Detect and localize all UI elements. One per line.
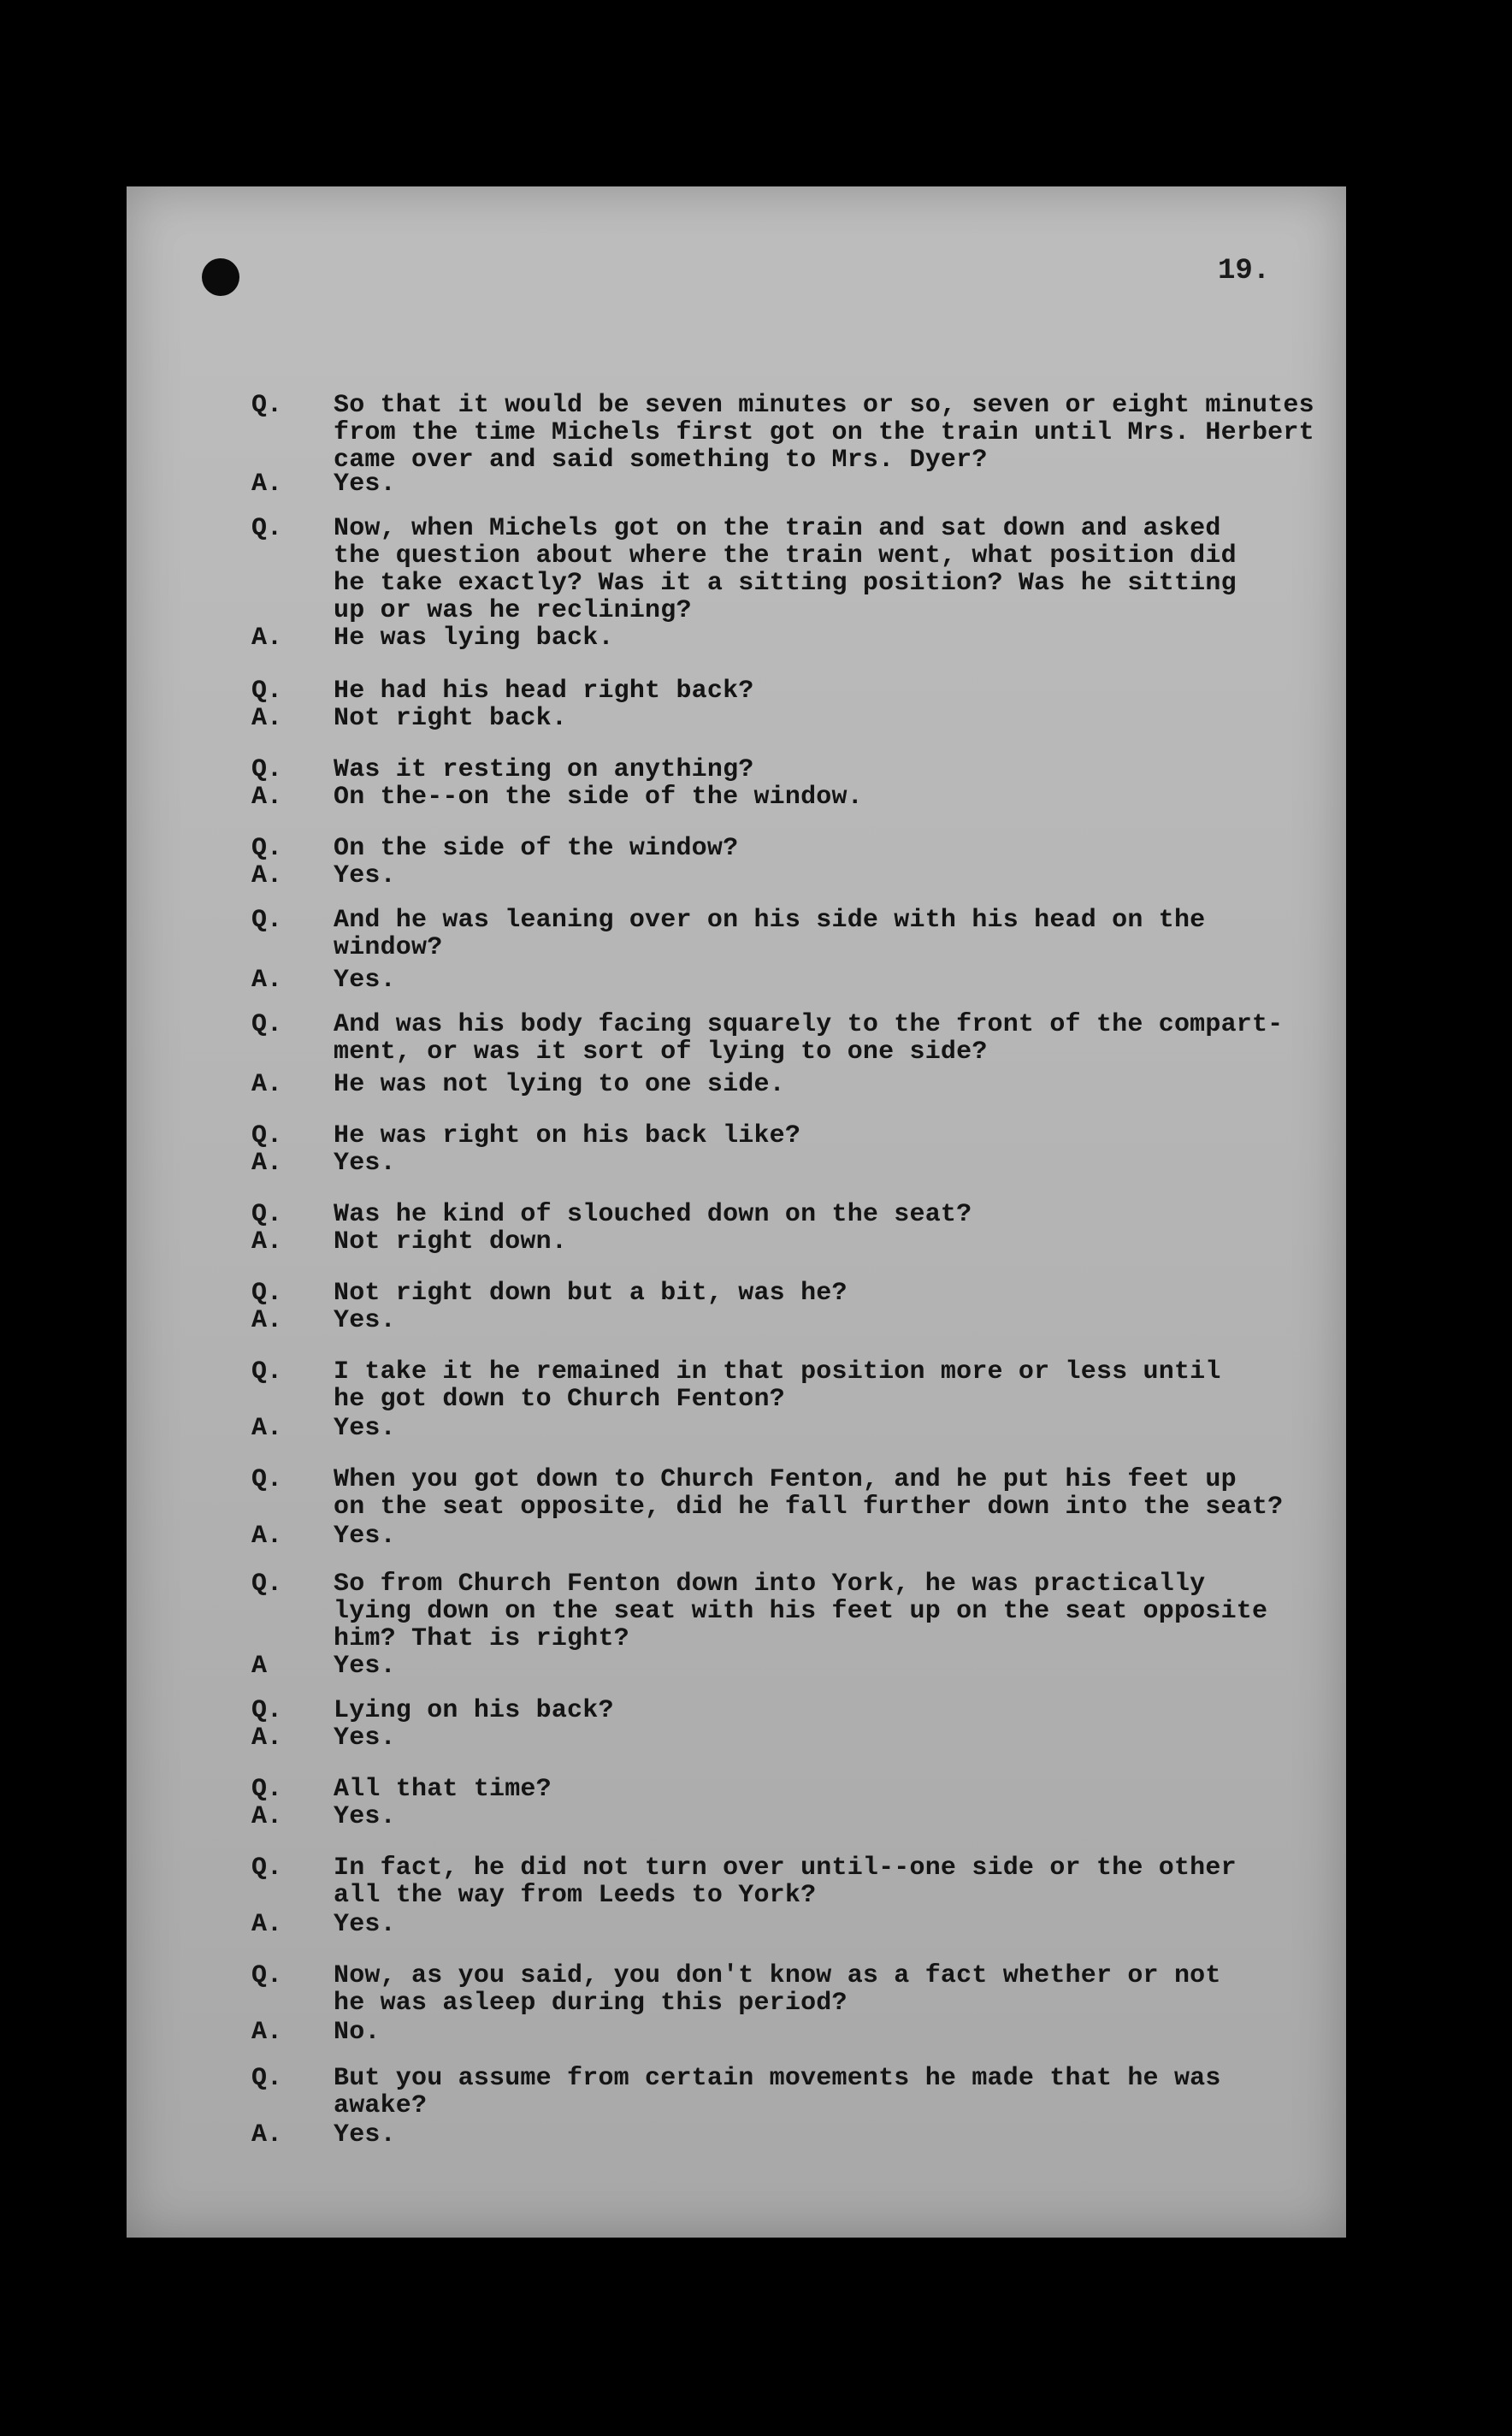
entry-text: He was not lying to one side. <box>334 1070 785 1099</box>
speaker-marker: A. <box>251 1149 283 1178</box>
speaker-marker: Q. <box>251 1961 283 1990</box>
speaker-marker: Q. <box>251 1010 283 1039</box>
speaker-marker: Q. <box>251 906 283 935</box>
entry-text: Not right back. <box>334 704 568 733</box>
speaker-marker: A <box>251 1652 268 1681</box>
speaker-marker: A. <box>251 783 283 812</box>
speaker-marker: A. <box>251 1306 283 1335</box>
answer-entry <box>127 1724 1346 1752</box>
entry-text: When you got down to Church Fenton, and he put his feet up on the seat opposite, did he fall further down into the seat? <box>334 1465 1284 1522</box>
speaker-marker: A. <box>251 1070 283 1099</box>
speaker-marker: Q. <box>251 834 283 863</box>
question-entry <box>127 1776 1346 1803</box>
speaker-marker: Q. <box>251 391 283 420</box>
speaker-marker: A. <box>251 1910 283 1939</box>
speaker-marker: A. <box>251 861 283 890</box>
speaker-marker: Q. <box>251 1200 283 1229</box>
entry-text: He was lying back. <box>334 624 614 653</box>
answer-entry <box>127 1653 1346 1680</box>
entry-text: And he was leaning over on his side with his head on the window? <box>334 906 1206 962</box>
entry-text: On the side of the window? <box>334 834 739 863</box>
entry-text: And was his body facing squarely to the front of the compart- ment, or was it sort of lying to one side? <box>334 1010 1284 1067</box>
question-entry <box>127 392 1346 474</box>
answer-entry <box>127 705 1346 732</box>
speaker-marker: Q. <box>251 755 283 784</box>
question-entry <box>127 677 1346 705</box>
question-entry <box>127 1570 1346 1653</box>
page-number: 19. <box>1218 255 1271 287</box>
answer-entry <box>127 624 1346 652</box>
question-entry <box>127 1122 1346 1150</box>
question-entry <box>127 756 1346 783</box>
speaker-marker: Q. <box>251 514 283 543</box>
entry-text: In fact, he did not turn over until--one side or the other all the way from Leeds to York? <box>334 1854 1237 1910</box>
entry-text: Not right down. <box>334 1227 568 1256</box>
entry-text: Yes. <box>334 1802 396 1831</box>
entry-text: On the--on the side of the window. <box>334 783 863 812</box>
question-entry <box>127 1466 1346 1521</box>
speaker-marker: A. <box>251 1227 283 1256</box>
question-entry <box>127 1962 1346 2017</box>
entry-text: Not right down but a bit, was he? <box>334 1279 848 1308</box>
answer-entry <box>127 862 1346 890</box>
speaker-marker: A. <box>251 704 283 733</box>
speaker-marker: Q. <box>251 1696 283 1725</box>
answer-entry <box>127 1415 1346 1442</box>
question-entry <box>127 1011 1346 1066</box>
entry-text: Yes. <box>334 2120 396 2149</box>
speaker-marker: Q. <box>251 1357 283 1387</box>
answer-entry <box>127 2121 1346 2149</box>
entry-text: Yes. <box>334 1910 396 1939</box>
entry-text: All that time? <box>334 1775 552 1804</box>
speaker-marker: Q. <box>251 1121 283 1150</box>
question-entry <box>127 1201 1346 1228</box>
answer-entry <box>127 1911 1346 1938</box>
question-entry <box>127 1358 1346 1413</box>
speaker-marker: Q. <box>251 1279 283 1308</box>
question-entry <box>127 835 1346 862</box>
entry-text: Now, when Michels got on the train and sat down and asked the question about where the train went, what position did he take exactly? Was it a sitting position? Was he sitting up or was he reclining? <box>334 514 1237 625</box>
answer-entry <box>127 1150 1346 1177</box>
entry-text: Was he kind of slouched down on the seat? <box>334 1200 972 1229</box>
speaker-marker: A. <box>251 2120 283 2149</box>
speaker-marker: Q. <box>251 1854 283 1883</box>
speaker-marker: A. <box>251 1522 283 1551</box>
speaker-marker: A. <box>251 1802 283 1831</box>
speaker-marker: A. <box>251 966 283 995</box>
entry-text: No. <box>334 2018 381 2047</box>
speaker-marker: A. <box>251 1724 283 1753</box>
speaker-marker: Q. <box>251 2064 283 2093</box>
entry-text: Yes. <box>334 1414 396 1443</box>
entry-text: Now, as you said, you don't know as a fact whether or not he was asleep during this period? <box>334 1961 1221 2018</box>
answer-entry <box>127 1803 1346 1830</box>
entry-text: I take it he remained in that position more or less until he got down to Church Fenton? <box>334 1357 1221 1414</box>
entry-text: Yes. <box>334 1652 396 1681</box>
entry-text: Yes. <box>334 470 396 499</box>
answer-entry <box>127 2019 1346 2046</box>
speaker-marker: Q. <box>251 1465 283 1494</box>
question-entry <box>127 2065 1346 2120</box>
question-entry <box>127 1697 1346 1724</box>
entry-text: So from Church Fenton down into York, he was practically lying down on the seat with his feet up on the seat opposite him? That is right? <box>334 1570 1268 1653</box>
entry-text: He was right on his back like? <box>334 1121 801 1150</box>
question-entry <box>127 1854 1346 1909</box>
speaker-marker: Q. <box>251 1570 283 1599</box>
question-entry <box>127 907 1346 961</box>
answer-entry <box>127 1307 1346 1334</box>
entry-text: So that it would be seven minutes or so, seven or eight minutes from the time Michels first got on the train until Mrs. Herbert came over and said something to Mrs. Dyer? <box>334 391 1314 475</box>
question-entry <box>127 1280 1346 1307</box>
entry-text: Yes. <box>334 1522 396 1551</box>
speaker-marker: A. <box>251 624 283 653</box>
entry-text: Yes. <box>334 966 396 995</box>
answer-entry <box>127 1522 1346 1550</box>
answer-entry <box>127 783 1346 811</box>
entry-text: Yes. <box>334 861 396 890</box>
entry-text: Yes. <box>334 1149 396 1178</box>
speaker-marker: Q. <box>251 1775 283 1804</box>
speaker-marker: A. <box>251 2018 283 2047</box>
answer-entry <box>127 1228 1346 1256</box>
answer-entry <box>127 967 1346 994</box>
answer-entry <box>127 1071 1346 1098</box>
document-page <box>127 186 1346 2238</box>
entry-text: Was it resting on anything? <box>334 755 754 784</box>
punch-hole <box>202 258 239 296</box>
entry-text: But you assume from certain movements he made that he was awake? <box>334 2064 1221 2120</box>
entry-text: Lying on his back? <box>334 1696 614 1725</box>
entry-text: Yes. <box>334 1724 396 1753</box>
question-entry <box>127 515 1346 624</box>
speaker-marker: Q. <box>251 677 283 706</box>
answer-entry <box>127 470 1346 498</box>
entry-text: He had his head right back? <box>334 677 754 706</box>
speaker-marker: A. <box>251 1414 283 1443</box>
speaker-marker: A. <box>251 470 283 499</box>
entry-text: Yes. <box>334 1306 396 1335</box>
